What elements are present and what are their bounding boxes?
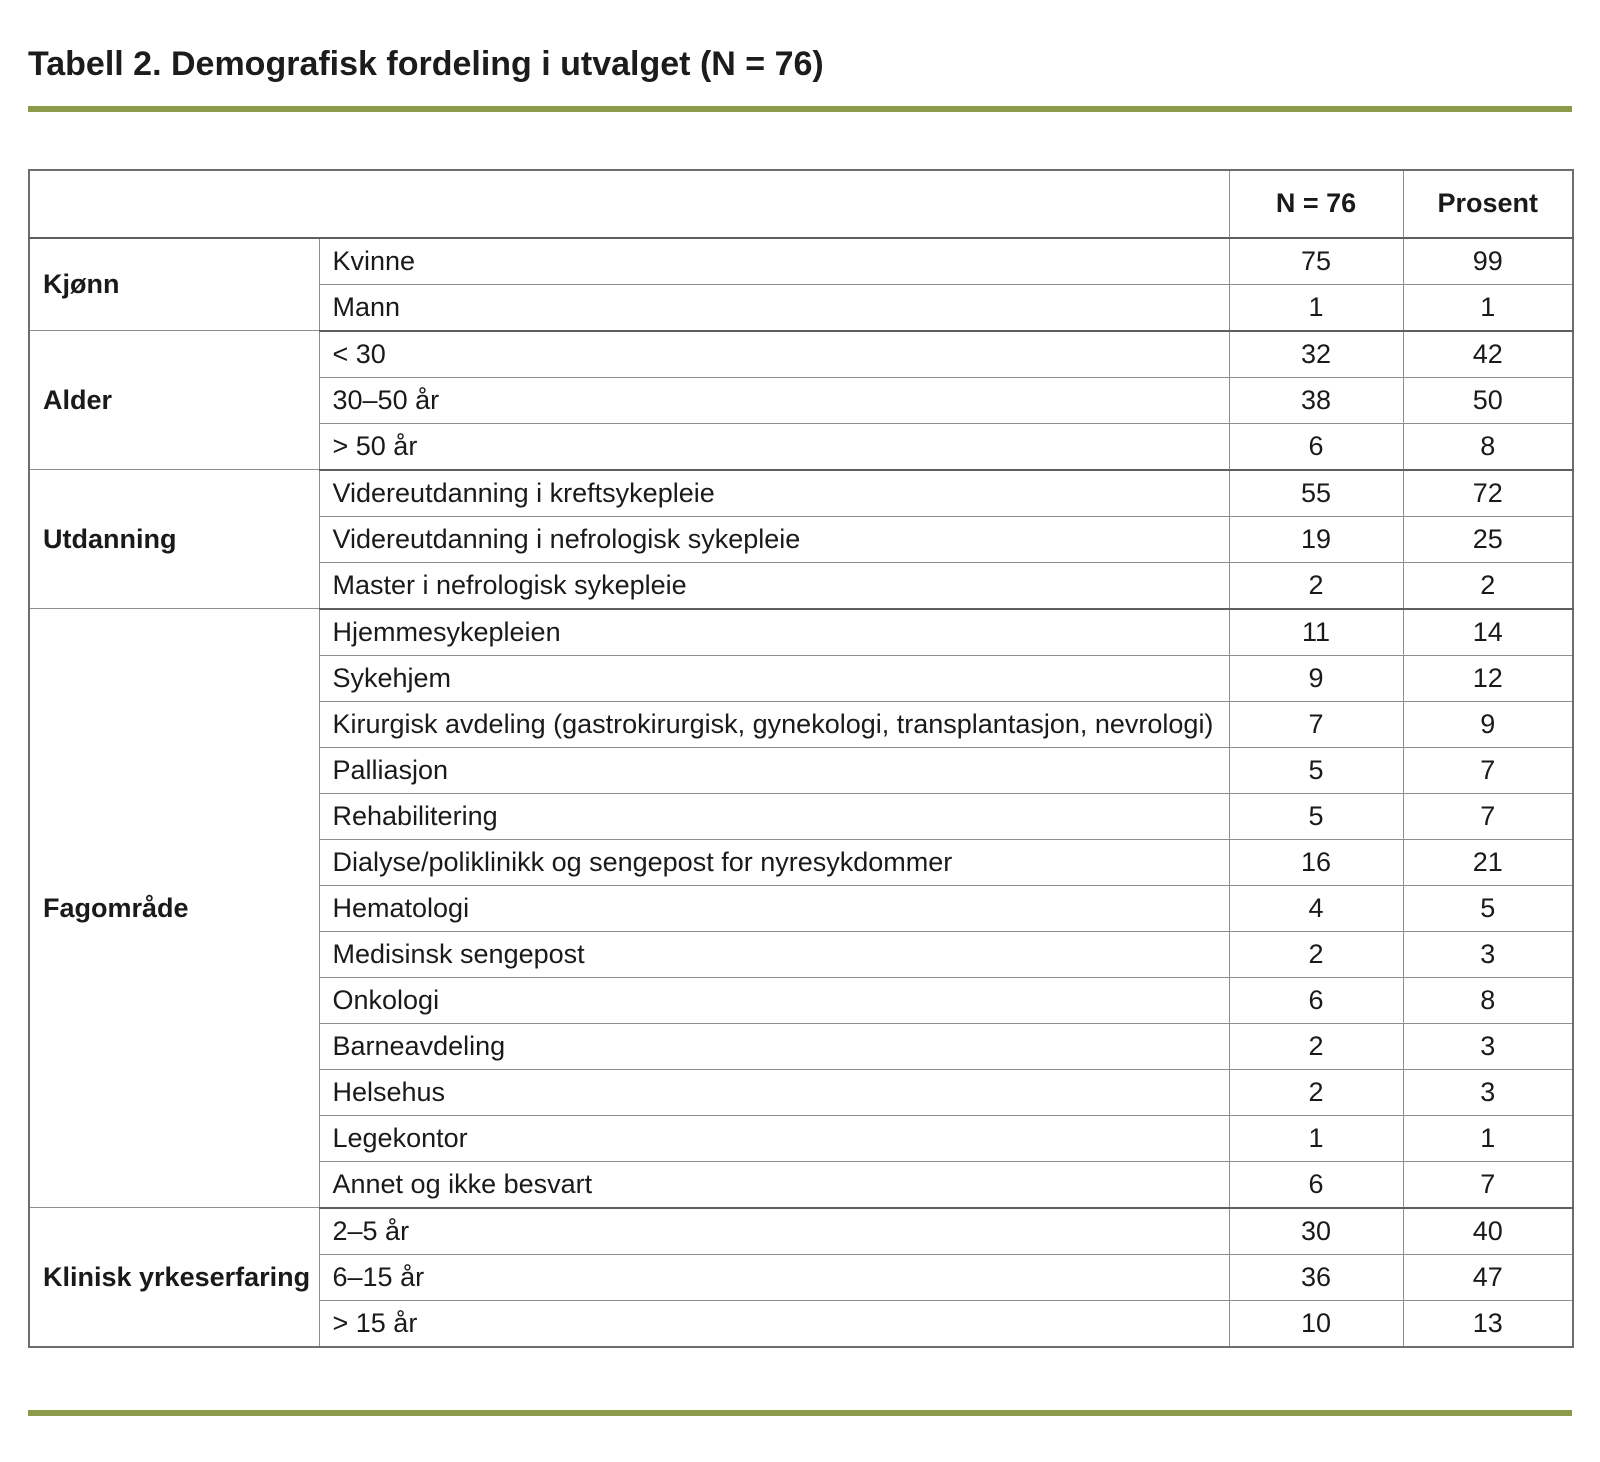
percent-cell: 12 — [1403, 655, 1573, 701]
table-row — [29, 470, 1573, 517]
item-cell: Videreutdanning i nefrologisk sykepleie — [319, 516, 1229, 562]
n-cell: 11 — [1229, 609, 1403, 656]
item-cell: Kirurgisk avdeling (gastrokirurgisk, gynekologi, transplantasjon, nevrologi) — [319, 701, 1229, 747]
table-title-text: Demografisk fordeling i utvalget (N = 76) — [161, 45, 824, 83]
percent-cell: 47 — [1403, 1254, 1573, 1300]
n-cell: 16 — [1229, 839, 1403, 885]
top-rule — [28, 106, 1572, 112]
n-cell: 36 — [1229, 1254, 1403, 1300]
percent-cell: 99 — [1403, 238, 1573, 285]
n-cell: 2 — [1229, 1023, 1403, 1069]
n-cell: 38 — [1229, 377, 1403, 423]
n-cell: 2 — [1229, 1069, 1403, 1115]
category-cell-alder: Alder — [29, 331, 319, 470]
n-cell: 5 — [1229, 793, 1403, 839]
percent-cell: 1 — [1403, 1115, 1573, 1161]
percent-cell: 50 — [1403, 377, 1573, 423]
percent-cell: 2 — [1403, 562, 1573, 609]
n-cell: 1 — [1229, 284, 1403, 331]
n-cell: 1 — [1229, 1115, 1403, 1161]
item-cell: Barneavdeling — [319, 1023, 1229, 1069]
percent-cell: 9 — [1403, 701, 1573, 747]
table-row — [29, 238, 1573, 285]
category-cell-utdanning: Utdanning — [29, 470, 319, 609]
percent-cell: 14 — [1403, 609, 1573, 656]
category-cell-fagomrade: Fagområde — [29, 609, 319, 1208]
n-cell: 30 — [1229, 1208, 1403, 1255]
percent-cell: 7 — [1403, 1161, 1573, 1208]
table-row — [29, 331, 1573, 378]
item-cell: Videreutdanning i kreftsykepleie — [319, 470, 1229, 517]
percent-cell: 3 — [1403, 931, 1573, 977]
header-empty-cell — [29, 170, 1229, 238]
n-cell: 10 — [1229, 1300, 1403, 1347]
item-cell: Mann — [319, 284, 1229, 331]
item-cell: 2–5 år — [319, 1208, 1229, 1255]
item-cell: Rehabilitering — [319, 793, 1229, 839]
percent-cell: 40 — [1403, 1208, 1573, 1255]
item-cell: Helsehus — [319, 1069, 1229, 1115]
item-cell: Hjemmesykepleien — [319, 609, 1229, 656]
item-cell: < 30 — [319, 331, 1229, 378]
n-cell: 2 — [1229, 931, 1403, 977]
percent-cell: 7 — [1403, 747, 1573, 793]
percent-cell: 5 — [1403, 885, 1573, 931]
table-container — [28, 169, 1572, 1348]
percent-cell: 3 — [1403, 1023, 1573, 1069]
n-cell: 75 — [1229, 238, 1403, 285]
n-cell: 7 — [1229, 701, 1403, 747]
percent-cell: 25 — [1403, 516, 1573, 562]
item-cell: Medisinsk sengepost — [319, 931, 1229, 977]
table-title — [28, 44, 1572, 85]
item-cell: > 50 år — [319, 423, 1229, 470]
item-cell: Master i nefrologisk sykepleie — [319, 562, 1229, 609]
percent-cell: 3 — [1403, 1069, 1573, 1115]
item-cell: Palliasjon — [319, 747, 1229, 793]
percent-cell: 7 — [1403, 793, 1573, 839]
n-cell: 55 — [1229, 470, 1403, 517]
n-cell: 6 — [1229, 1161, 1403, 1208]
percent-cell: 42 — [1403, 331, 1573, 378]
n-cell: 32 — [1229, 331, 1403, 378]
percent-cell: 21 — [1403, 839, 1573, 885]
header-row — [29, 170, 1573, 238]
n-cell: 5 — [1229, 747, 1403, 793]
category-cell-klinisk-yrkeserfaring: Klinisk yrkeserfaring — [29, 1208, 319, 1347]
table-title-label: Tabell 2. — [28, 45, 162, 83]
item-cell: Dialyse/poliklinikk og sengepost for nyresykdommer — [319, 839, 1229, 885]
item-cell: Onkologi — [319, 977, 1229, 1023]
item-cell: 6–15 år — [319, 1254, 1229, 1300]
n-cell: 6 — [1229, 423, 1403, 470]
item-cell: 30–50 år — [319, 377, 1229, 423]
item-cell: Sykehjem — [319, 655, 1229, 701]
n-cell: 4 — [1229, 885, 1403, 931]
item-cell: Legekontor — [319, 1115, 1229, 1161]
table-row — [29, 1208, 1573, 1255]
bottom-rule — [28, 1410, 1572, 1416]
table-row — [29, 609, 1573, 656]
item-cell: Kvinne — [319, 238, 1229, 285]
percent-cell: 8 — [1403, 423, 1573, 470]
item-cell: Hematologi — [319, 885, 1229, 931]
header-percent-cell: Prosent — [1403, 170, 1573, 238]
item-cell: > 15 år — [319, 1300, 1229, 1347]
percent-cell: 8 — [1403, 977, 1573, 1023]
header-n-cell: N = 76 — [1229, 170, 1403, 238]
percent-cell: 1 — [1403, 284, 1573, 331]
n-cell: 2 — [1229, 562, 1403, 609]
n-cell: 19 — [1229, 516, 1403, 562]
percent-cell: 72 — [1403, 470, 1573, 517]
category-cell-kjonn: Kjønn — [29, 238, 319, 331]
n-cell: 9 — [1229, 655, 1403, 701]
percent-cell: 13 — [1403, 1300, 1573, 1347]
n-cell: 6 — [1229, 977, 1403, 1023]
item-cell: Annet og ikke besvart — [319, 1161, 1229, 1208]
demographics-table — [28, 169, 1574, 1348]
